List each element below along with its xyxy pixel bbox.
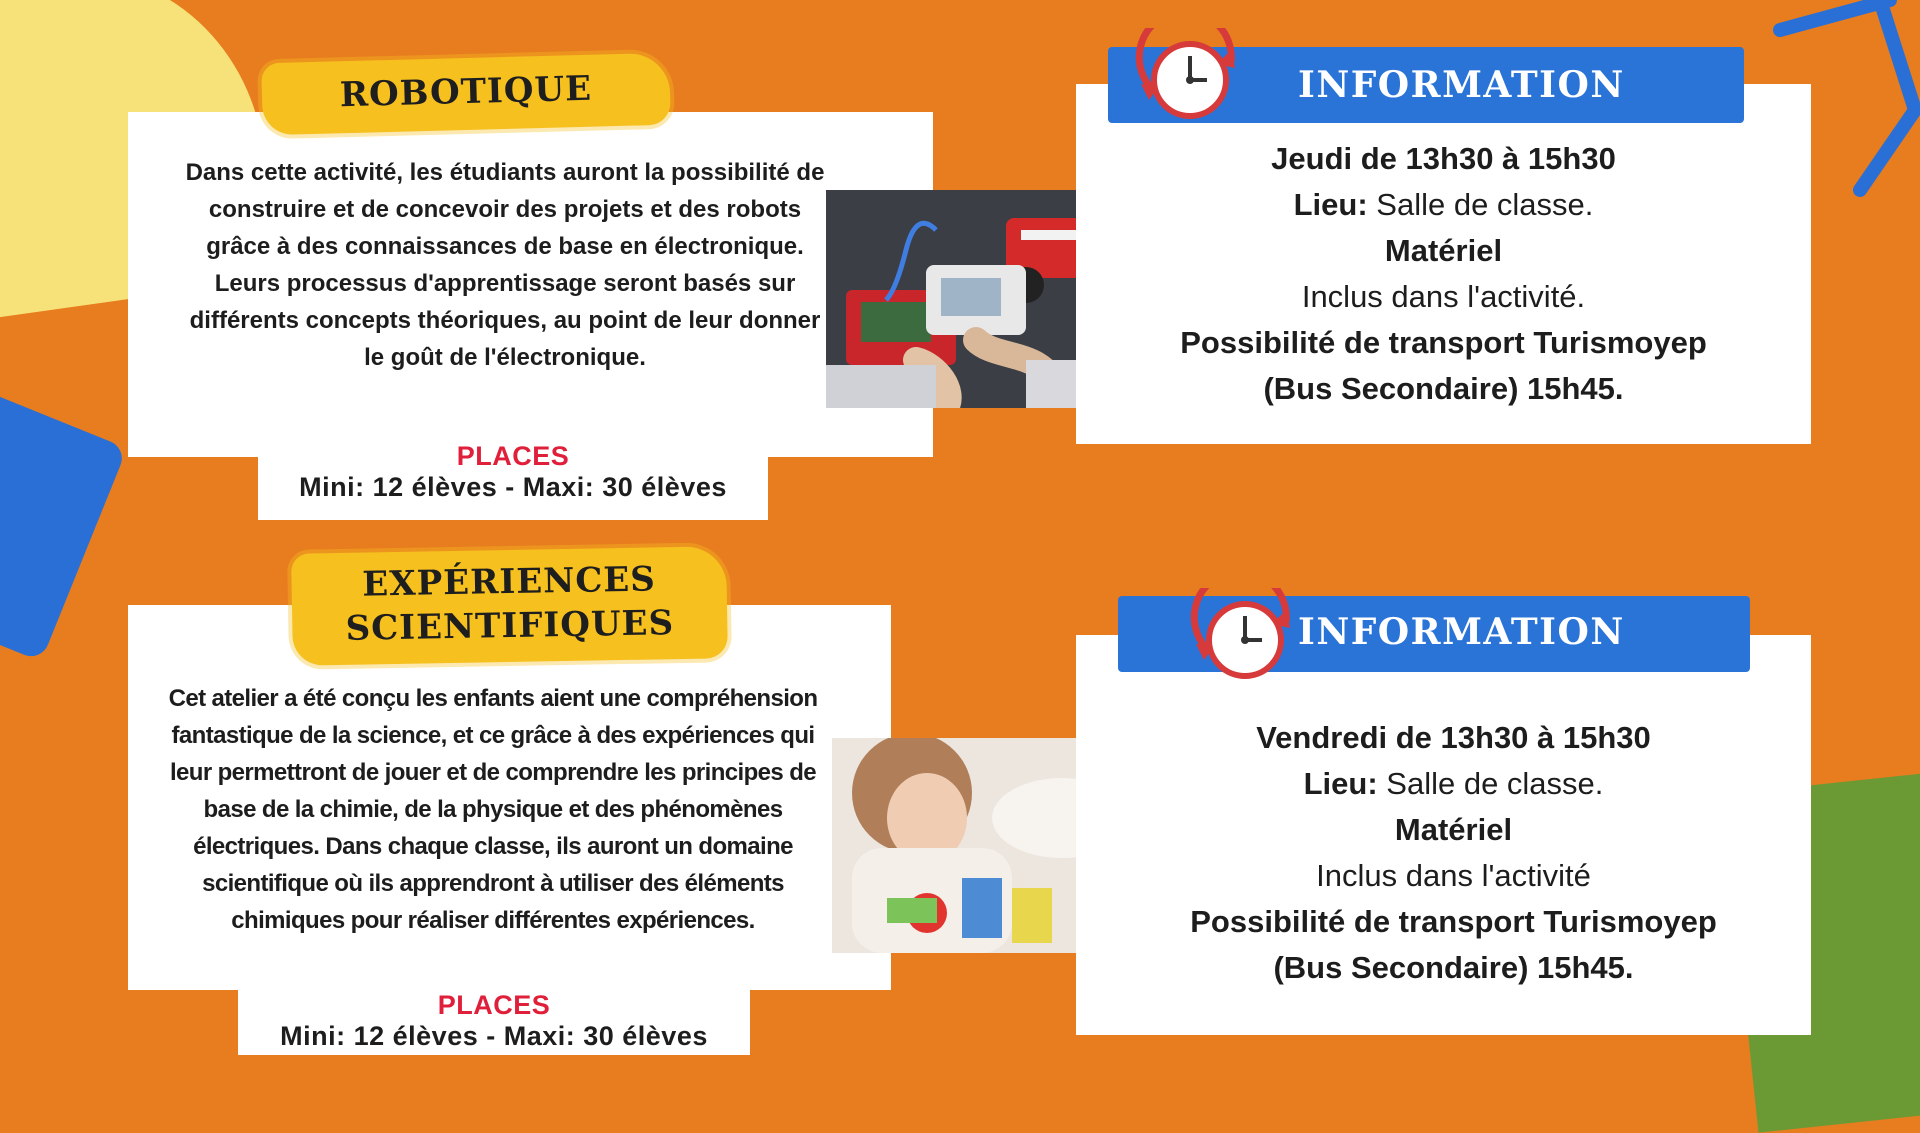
info1-clock-icon — [1135, 28, 1243, 133]
info2-lieu-label: Lieu: — [1303, 766, 1378, 801]
info2-lieu-value: Salle de classe. — [1386, 766, 1604, 801]
info2-title: INFORMATION — [1298, 611, 1625, 653]
info1-lieu — [1076, 182, 1811, 228]
info2-transport-line1: Possibilité de transport Turismoyep — [1190, 904, 1717, 939]
info1-transport-line1: Possibilité de transport Turismoyep — [1180, 325, 1707, 360]
info1-materiel-value: Inclus dans l'activité. — [1301, 279, 1586, 314]
experiences-places-value: Mini: 12 élèves - Maxi: 30 élèves — [280, 1021, 708, 1051]
experiences-description: Cet atelier a été conçu les enfants aient une compréhension fantastique de la science, et ce grâce à des expériences qui leur permettront de jouer et de comprendre les principes de base de la chimie, de la physique et des phénomènes électriques. Dans chaque classe, ils auront un domaine scientifique où ils apprendront à utiliser des éléments chimiques pour réaliser différentes expériences. — [168, 685, 818, 934]
robotique-places-value: Mini: 12 élèves - Maxi: 30 élèves — [299, 472, 727, 502]
experiences-title-line2: SCIENTIFIQUES — [345, 603, 675, 649]
clock-icon — [1190, 588, 1298, 688]
info2-materiel-label: Matériel — [1394, 812, 1513, 847]
info1-lieu-label: Lieu: — [1293, 187, 1368, 222]
blue-left-shape — [0, 388, 127, 661]
clock-icon — [1135, 28, 1243, 128]
robotique-description: Dans cette activité, les étudiants auront la possibilité de construire et de concevoir des projets et des robots grâce à des connaissances de base en électronique. Leurs processus d'apprentissage seront basés sur différents concepts théoriques, au point de leur donner le goût de l'électronique. — [185, 159, 825, 371]
experiences-places-label: PLACES — [437, 990, 551, 1020]
experiences-title-line1: EXPÉRIENCES — [362, 559, 657, 605]
info2-transport-line2: (Bus Secondaire) 15h45. — [1273, 950, 1634, 985]
info1-transport-line2: (Bus Secondaire) 15h45. — [1263, 371, 1624, 406]
info1-title: INFORMATION — [1298, 64, 1625, 106]
robotique-title: ROBOTIQUE — [339, 68, 593, 116]
info2-materiel-value: Inclus dans l'activité — [1316, 858, 1591, 893]
robotique-title-brush — [261, 53, 671, 136]
info1-materiel-label: Matériel — [1384, 233, 1503, 268]
info2-clock-icon — [1190, 588, 1298, 693]
experiences-title-brush — [291, 546, 728, 666]
info2-schedule: Vendredi de 13h30 à 15h30 — [1256, 720, 1651, 755]
info1-lieu-value: Salle de classe. — [1376, 187, 1594, 222]
robotique-places-label: PLACES — [456, 441, 570, 471]
info1-schedule: Jeudi de 13h30 à 15h30 — [1271, 141, 1616, 176]
info2-lieu — [1086, 761, 1821, 807]
